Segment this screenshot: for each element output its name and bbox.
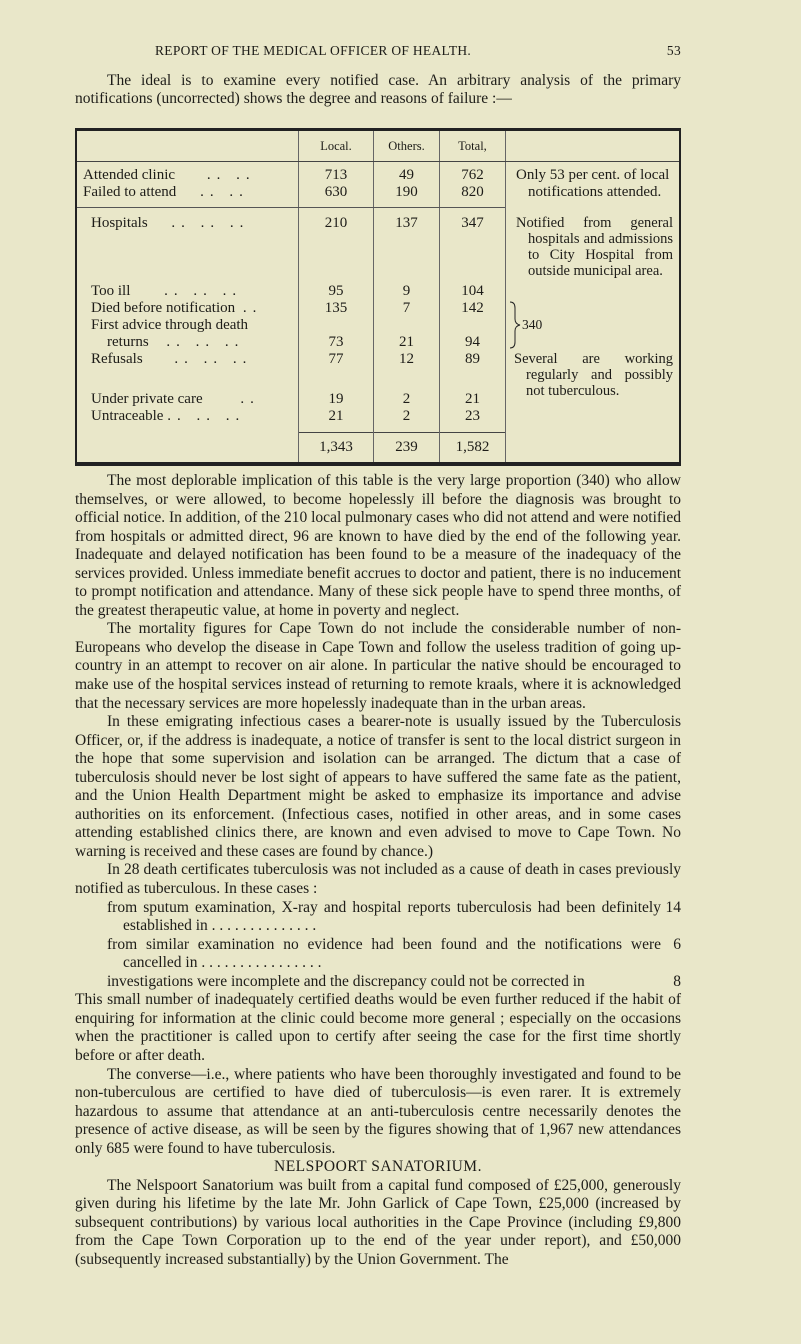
cell-others: 7: [374, 300, 440, 317]
cell-local: 77: [299, 351, 374, 391]
paragraph: The Nelspoort Sanatorium was built from a capital fund composed of £25,000, generously given during his lifetime by the late Mr. John Garlick of Cape Town, £25,000 (increased by subsequent contributions) by various local authorities in the Cape Province (including £9,800 from the Cape Town Corporation up to the end of the year under report), and £50,000 (subsequently increased substantially) by the Union Government. The: [75, 1176, 681, 1268]
paragraph: The most deplorable implication of this table is the very large proportion (340) who allow themselves, or were allowed, to become hopelessly ill before the diagnosis was brought to official notice. In addition, of the 210 local pulmonary cases who did not attend and were notified from hospitals or admitted direct, 96 are known to have died by the end of the following year. Inadequate and delayed notification has been found to be a measure of the inadequacy of the services provided. Unless immediate benefit accrues to doctor and patient, there is no inducement to prompt notification and attendance. Many of these sick people have to spend three months, of the greatest therapeutic value, at home in poverty and neglect.: [75, 472, 681, 619]
paragraph: The mortality figures for Cape Town do not include the considerable number of non-Europeans who develop the disease in Cape Town and follow the useless tradition of going up-country in an attempt to recover on air alone. In particular the native should be encouraged to make use of the hospital services instead of returning to remote kraals, where it is acknowledged that the necessary services are more hopelessly inadequate than in the urban areas.: [75, 620, 681, 712]
cell-local: 73: [299, 334, 374, 351]
cell-total: 89: [440, 351, 506, 391]
cell-local: 135: [299, 300, 374, 317]
list-item: from similar examination no evidence had been found and the notifications were cancelled in . . . . . . . . . . . . . . . . 6: [107, 935, 681, 972]
cell-total: 820: [440, 184, 506, 208]
list-item: investigations were incomplete and the discrepancy could not be corrected in 8: [107, 972, 681, 990]
cell-others: 137: [374, 215, 440, 283]
row-label: Under private care ..: [91, 391, 260, 407]
header-blank: [76, 130, 299, 162]
brace-group: [506, 300, 681, 351]
cell-total: 104: [440, 283, 506, 300]
paragraph: In 28 death certificates tuberculosis was not included as a cause of death in cases previously notified as tuberculous. In these cases :: [75, 861, 681, 898]
row-label: returns .. .. ..: [107, 334, 245, 350]
page-content: [75, 72, 681, 1278]
cell-local: 19: [299, 391, 374, 408]
row-label: First advice through death: [91, 317, 249, 333]
notifications-table: [75, 128, 681, 466]
note-attendance: Only 53 per cent. of local notifications attended.: [506, 167, 681, 208]
total-others: 239: [374, 432, 440, 464]
col-notes: [506, 130, 681, 162]
body-text: [75, 472, 681, 1270]
list-item: from sputum examination, X-ray and hospital reports tuberculosis had been definitely established in . . . . . . . . . . . . . . 14: [107, 898, 681, 935]
total-total: 1,582: [440, 432, 506, 464]
section-heading: NELSPOORT SANATORIUM.: [274, 1158, 482, 1176]
note-refusals: Several are working regularly and possibly not tuberculous.: [506, 351, 681, 432]
table-row: [76, 300, 680, 317]
cell-others: 9: [374, 283, 440, 300]
row-label: Too ill .. .. ..: [91, 283, 243, 299]
cell-others: 2: [374, 391, 440, 408]
cell-total: 94: [440, 334, 506, 351]
col-local: Local.: [299, 130, 374, 162]
row-label: Attended clinic .. ..: [83, 166, 256, 183]
intro-paragraph: The ideal is to examine every notified case. An arbitrary analysis of the primary notifications (uncorrected) shows the degree and reasons of failure :—: [75, 72, 681, 107]
table-row: [76, 215, 680, 283]
running-title: REPORT OF THE MEDICAL OFFICER OF HEALTH.: [155, 43, 472, 58]
cell-local: 713: [299, 167, 374, 184]
cell-total: 23: [440, 408, 506, 432]
row-label: Hospitals .. .. ..: [91, 215, 250, 231]
page-number: 53: [666, 43, 681, 58]
cell-total: 21: [440, 391, 506, 408]
col-others: Others.: [374, 130, 440, 162]
cell-others: 21: [374, 334, 440, 351]
note-hospitals: Notified from general hospitals and admissions to City Hospital from outside municipal area.: [506, 215, 681, 300]
brace-total: 340: [522, 317, 543, 332]
cell-others: 2: [374, 408, 440, 432]
cell-total: 347: [440, 215, 506, 283]
paragraph: In these emigrating infectious cases a bearer-note is usually issued by the Tuberculosis Officer, or, if the address is inadequate, a notice of transfer is sent to the local district surgeon in the hope that some supervision and isolation can be arranged. The dictum that a case of tuberculosis should never be lost sight of appears to have suffered the same fate as the patient, and the Union Health Department might be asked to emphasize its importance and advise authorities on its enforcement. (Infectious cases, notified in other areas, and in some cases attending established clinics there, are known and even advised to move to Cape Town. No warning is received and these cases are found by chance.): [75, 713, 681, 860]
cell-others: 49: [374, 167, 440, 184]
cell-total: 762: [440, 167, 506, 184]
cell-local: 95: [299, 283, 374, 300]
row-label: Died before notification ..: [91, 300, 263, 316]
paragraph: This small number of inadequately certified deaths would be even further reduced if the habit of enquiring for information at the clinic could become more general ; especially on the occasions when the practitioner is called upon to certify after seeing the case for the first time shortly before or after death.: [75, 991, 681, 1064]
row-label: Untraceable .. .. ..: [91, 408, 246, 424]
brace-icon: [508, 300, 522, 350]
row-label: Refusals .. .. ..: [91, 351, 253, 367]
paragraph: The converse—i.e., where patients who have been thoroughly investigated and found to be non-tuberculous are certified to have died of tuberculosis—is even rarer. It is extremely hazardous to assume that attendance at an anti-tuberculosis centre necessarily denotes the presence of active disease, as will be seen by the figures showing that of 1,967 new attendances only 685 were found to have tuberculosis.: [75, 1065, 681, 1157]
cell-others: 12: [374, 351, 440, 391]
cell-others: 190: [374, 184, 440, 208]
totals-row: [76, 432, 680, 464]
cell-local: 630: [299, 184, 374, 208]
table-row: [76, 167, 680, 184]
total-local: 1,343: [299, 432, 374, 464]
cell-local: 210: [299, 215, 374, 283]
table-row: [76, 351, 680, 391]
cell-local: 21: [299, 408, 374, 432]
col-total: Total,: [440, 130, 506, 162]
running-header: [75, 43, 681, 61]
cell-total: 142: [440, 300, 506, 317]
row-label: Failed to attend .. ..: [76, 184, 299, 208]
